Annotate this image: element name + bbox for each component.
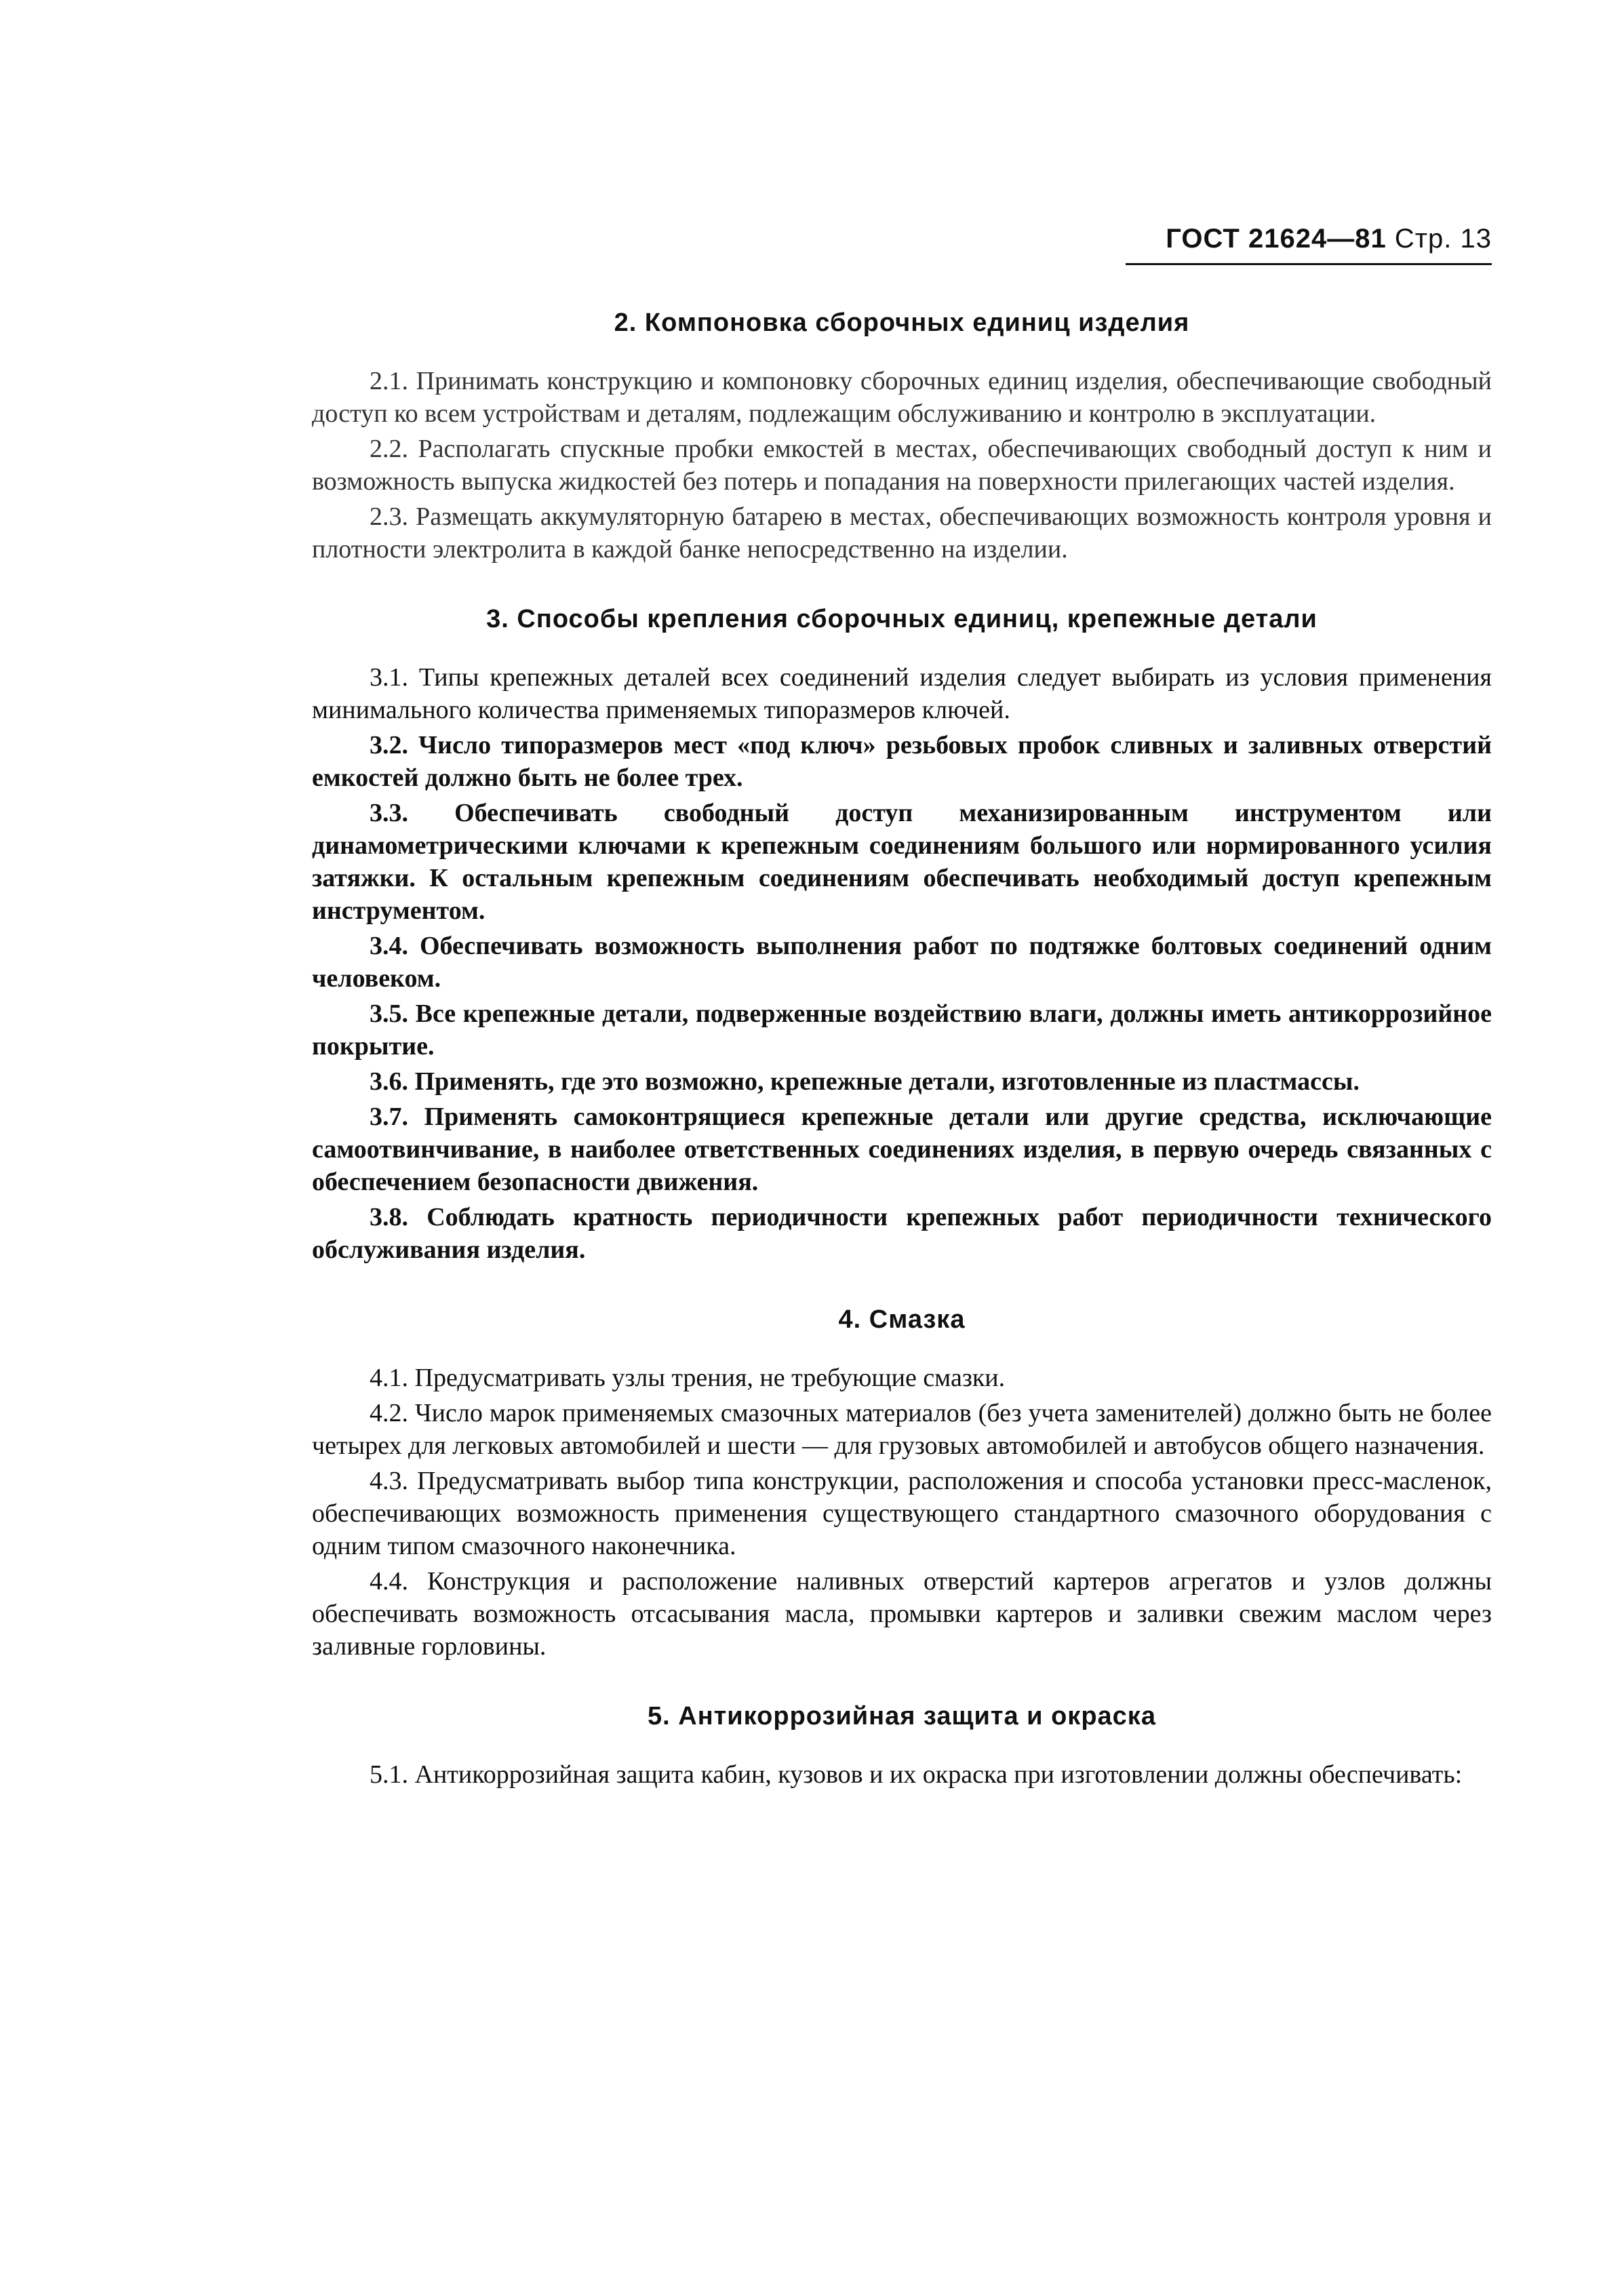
paragraph-3-3: 3.3. Обеспечивать свободный доступ механизированным инструментом или динамометрическими ключами к крепежным соединениям большого или нормированного усилия затяжки. К остальным крепежным соединениям обеспечивать необходимый доступ крепежным инструментом.: [312, 799, 1492, 925]
page-header: [1126, 224, 1492, 254]
paragraph-3-2: 3.2. Число типоразмеров мест «под ключ» резьбовых пробок сливных и заливных отверстий емкостей должно быть не более трех.: [312, 731, 1492, 792]
paragraph-3-8: 3.8. Соблюдать кратность периодичности крепежных работ периодичности технического обслуживания изделия.: [312, 1203, 1492, 1264]
paragraph-2-1: 2.1. Принимать конструкцию и компоновку сборочных единиц изделия, обеспечивающие свободный доступ ко всем устройствам и деталям, подлежащим обслуживанию и контролю в эксплуатации.: [312, 367, 1492, 428]
page-number: Стр. 13: [1394, 224, 1492, 254]
section-4: [312, 1305, 1492, 1663]
section-title: 4. Смазка: [838, 1305, 966, 1334]
standard-number: ГОСТ 21624—81: [1166, 224, 1387, 254]
paragraph-5-1: 5.1. Антикоррозийная защита кабин, кузовов и их окраска при изготовлении должны обеспечивать:: [370, 1760, 1463, 1789]
section-3: [312, 605, 1492, 1266]
paragraph-4-1: 4.1. Предусматривать узлы трения, не требующие смазки.: [370, 1364, 1006, 1392]
section-2: [312, 309, 1492, 566]
header-rule: [1126, 263, 1492, 265]
paragraph-3-6: 3.6. Применять, где это возможно, крепежные детали, изготовленные из пластмассы.: [370, 1067, 1360, 1096]
paragraph-3-7: 3.7. Применять самоконтрящиеся крепежные детали или другие средства, исключающие самоотвинчивание, в наиболее ответственных соединениях изделия, в первую очередь связанных с обеспечением безопасности движения.: [312, 1103, 1492, 1196]
paragraph-4-2: 4.2. Число марок применяемых смазочных материалов (без учета заменителей) должно быть не более четырех для легковых автомобилей и шести — для грузовых автомобилей и автобусов общего назначения.: [312, 1399, 1492, 1460]
paragraph-3-4: 3.4. Обеспечивать возможность выполнения работ по подтяжке болтовых соединений одним человеком.: [312, 932, 1492, 993]
section-title: 3. Способы крепления сборочных единиц, крепежные детали: [486, 605, 1317, 633]
paragraph-4-3: 4.3. Предусматривать выбор типа конструкции, расположения и способа установки пресс-масленок, обеспечивающих возможность применения существующего стандартного смазочного оборудования с одним типом смазочного наконечника.: [312, 1467, 1492, 1560]
paragraph-3-1: 3.1. Типы крепежных деталей всех соединений изделия следует выбирать из условия применения минимального количества применяемых типоразмеров ключей.: [312, 663, 1492, 724]
document-body: [312, 309, 1492, 1830]
paragraph-2-3: 2.3. Размещать аккумуляторную батарею в местах, обеспечивающих возможность контроля уровня и плотности электролита в каждой банке непосредственно на изделии.: [312, 502, 1492, 563]
paragraph-3-5: 3.5. Все крепежные детали, подверженные воздействию влаги, должны иметь антикоррозийное покрытие.: [312, 999, 1492, 1061]
section-title: 2. Компоновка сборочных единиц изделия: [614, 309, 1190, 337]
section-title: 5. Антикоррозийная защита и окраска: [648, 1702, 1156, 1730]
paragraph-4-4: 4.4. Конструкция и расположение наливных отверстий картеров агрегатов и узлов должны обеспечивать возможность отсасывания масла, промывки картеров и заливки свежим маслом через заливные горловины.: [312, 1567, 1492, 1661]
section-5: [312, 1702, 1492, 1791]
paragraph-2-2: 2.2. Располагать спускные пробки емкостей в местах, обеспечивающих свободный доступ к ним и возможность выпуска жидкостей без потерь и попадания на поверхности прилегающих частей изделия.: [312, 435, 1492, 496]
